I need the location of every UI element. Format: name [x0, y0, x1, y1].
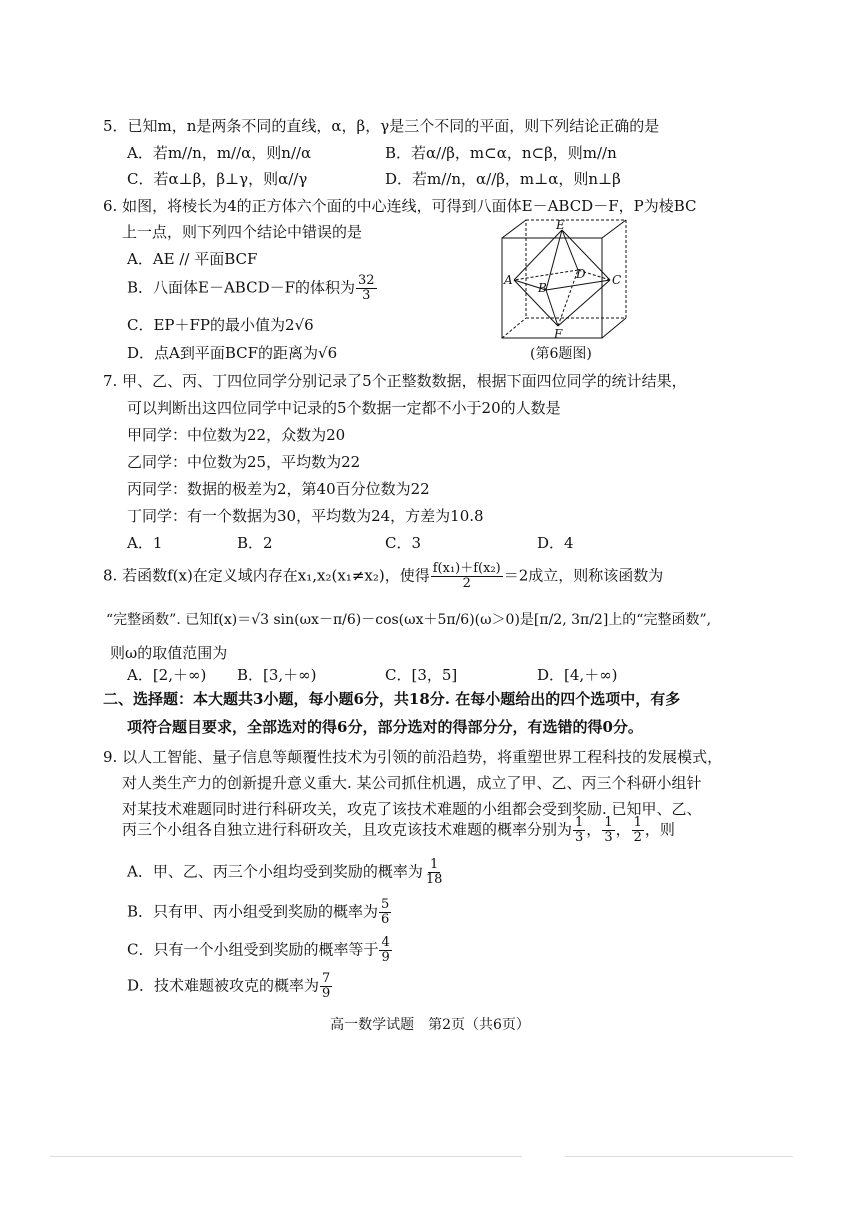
bottom-rule-right — [565, 1156, 793, 1157]
q6-option-b — [127, 274, 378, 303]
q5-stem: 5．已知m，n是两条不同的直线，α，β，γ是三个不同的平面，则下列结论正确的是 — [103, 117, 660, 135]
q9-option-d-text: D．技术难题被攻克的概率为 — [127, 976, 320, 995]
q8-average-fraction — [431, 562, 503, 591]
q8-option-a: A．[2,＋∞) — [127, 666, 207, 684]
q9-option-d — [127, 972, 333, 1001]
q7-option-c: C．3 — [385, 534, 422, 552]
q9-option-c-den: 9 — [381, 950, 390, 965]
q7-option-b: B．2 — [237, 534, 273, 552]
q8-stem-line1-b: ＝2成立，则称该函数为 — [503, 566, 664, 585]
edge-fb — [546, 290, 558, 326]
q9-stem-line4-text: 丙三个小组各自独立进行科研攻关，且攻克该技术难题的概率分别为 — [122, 820, 573, 839]
q7-student-jia: 甲同学：中位数为22，众数为20 — [127, 426, 346, 444]
q9-prob-jia-den: 3 — [575, 830, 584, 845]
q9-option-b-den: 6 — [381, 912, 390, 927]
q6-volume-fraction — [356, 274, 377, 303]
q9-prob-bing-den: 2 — [633, 830, 642, 845]
q9-option-b — [127, 898, 392, 927]
section2-heading-line1: 二、选择题：本大题共3小题，每小题6分，共18分. 在每小题给出的四个选项中，有多 — [103, 690, 681, 708]
cube-edge — [502, 220, 526, 238]
q7-stem-line2: 可以判断出这四位同学中记录的5个数据一定都不小于20的人数是 — [127, 399, 561, 417]
octahedron-figure — [498, 218, 638, 344]
q9-stem-line2: 对人类生产力的创新提升意义重大. 某公司抓住机遇，成立了甲、乙、丙三个科研小组针 — [122, 774, 702, 792]
q9-option-a-fraction — [424, 858, 445, 887]
q9-option-b-fraction — [379, 898, 391, 927]
q9-option-b-num: 5 — [381, 897, 390, 912]
q9-prob-bing-num: 1 — [633, 815, 642, 830]
q8-average-numerator: f(x₁)＋f(x₂) — [432, 561, 501, 576]
q9-stem-line4-end: ，则 — [644, 820, 675, 839]
q9-option-d-fraction — [320, 972, 332, 1001]
q6-option-d: D．点A到平面BCF的距离为√6 — [127, 344, 338, 362]
q9-option-b-text: B．只有甲、丙小组受到奖励的概率为 — [127, 902, 379, 921]
q9-option-c-fraction — [379, 936, 391, 965]
q5-option-a: A．若m//n，m//α，则n//α — [127, 144, 312, 162]
q9-option-c-num: 4 — [381, 935, 390, 950]
q8-stem-line3: 则ω的取值范围为 — [110, 644, 228, 662]
q6-volume-numerator: 32 — [358, 273, 375, 288]
q7-student-bing: 丙同学：数据的极差为2，第40百分位数为22 — [127, 480, 430, 498]
q5-option-c: C．若α⊥β，β⊥γ，则α//γ — [127, 170, 308, 188]
q9-prob-jia-num: 1 — [575, 815, 584, 830]
q9-option-a-num: 1 — [429, 857, 439, 872]
q7-student-yi: 乙同学：中位数为25，平均数为22 — [127, 453, 361, 471]
q9-prob-jia — [573, 816, 585, 845]
q6-option-c: C．EP＋FP的最小值为2√6 — [127, 316, 314, 334]
q9-prob-bing — [632, 816, 644, 845]
cube-edge — [602, 220, 626, 238]
q6-option-b-text: B．八面体E－ABCD－F的体积为 — [127, 278, 356, 297]
q8-option-c: C．[3，5] — [385, 666, 458, 684]
q7-option-a: A．1 — [127, 534, 163, 552]
q9-option-a — [127, 858, 445, 887]
q9-prob-yi-num: 1 — [604, 815, 613, 830]
q7-option-d: D．4 — [537, 534, 574, 552]
q6-stem-line2: 上一点，则下列四个结论中错误的是 — [122, 223, 363, 241]
q7-stem-line1: 7. 甲、乙、丙、丁四位同学分别记录了5个正整数数据，根据下面四位同学的统计结果， — [103, 372, 687, 390]
q8-stem-line2 — [106, 609, 711, 631]
edge-da — [514, 270, 578, 280]
q9-option-a-text: A．甲、乙、丙三个小组均受到奖励的概率为 — [127, 862, 423, 881]
q6-stem-line1: 6. 如图，将棱长为4的正方体六个面的中心连线，可得到八面体E－ABCD－F，P为棱BC — [103, 197, 697, 215]
q5-option-d: D．若m//n，α//β，m⊥α，则n⊥β — [385, 170, 621, 188]
section2-heading-line2: 项符合题目要求，全部选对的得6分，部分选对的得部分分，有选错的得0分。 — [127, 718, 643, 736]
cube-front-face — [502, 238, 602, 338]
label-a: A — [504, 273, 513, 287]
figure-caption: (第6题图) — [530, 346, 592, 362]
q9-option-d-num: 7 — [322, 971, 331, 986]
q8-stem-line1 — [103, 562, 663, 591]
label-e: E — [556, 218, 565, 232]
q8-option-b: B．[3,＋∞) — [237, 666, 317, 684]
q9-stem-line3: 对某技术难题同时进行科研攻关，攻克了该技术难题的小组都会受到奖励. 已知甲、乙、 — [122, 800, 702, 818]
q8-interval: [π/2, 3π/2] — [533, 612, 609, 628]
cube-edge-hidden — [502, 318, 526, 338]
q6-volume-denominator: 3 — [362, 288, 371, 303]
cube-edge — [602, 318, 626, 338]
q9-option-d-den: 9 — [322, 986, 331, 1001]
page-footer: 高一数学试题 第2页（共6页） — [330, 1017, 530, 1033]
q9-prob-yi-den: 3 — [604, 830, 613, 845]
q9-option-a-den: 18 — [425, 872, 443, 887]
q7-student-ding: 丁同学：有一个数据为30，平均数为24，方差为10.8 — [127, 507, 484, 525]
edge-ed — [562, 230, 578, 270]
q8-stem-line2-a: “完整函数”. 已知f(x)＝√3 sin(ωx－π/6)－cos(ωx＋5π/6)(ω＞0)是 — [106, 612, 534, 628]
label-f: F — [554, 327, 563, 341]
q9-option-c-text: C．只有一个小组受到奖励的概率等于 — [127, 940, 379, 959]
q9-prob-yi — [602, 816, 614, 845]
label-d: D — [576, 267, 586, 281]
q8-stem-line2-b: 上的“完整函数”, — [608, 612, 712, 628]
q9-option-c — [127, 936, 393, 965]
q8-stem-line1-a: 8. 若函数f(x)在定义域内存在x₁,x₂(x₁≠x₂)，使得 — [103, 566, 430, 585]
q6-option-a: A．AE // 平面BCF — [127, 250, 258, 268]
q8-average-denominator: 2 — [462, 576, 471, 591]
label-b: B — [538, 281, 547, 295]
label-c: C — [612, 273, 622, 287]
q5-option-b: B．若α//β，m⊂α，n⊂β，则m//n — [385, 144, 617, 162]
bottom-rule-left — [50, 1156, 522, 1157]
q8-option-d: D．[4,＋∞) — [537, 666, 618, 684]
q9-stem-line4: 丙三个小组各自独立进行科研攻关，且攻克该技术难题的概率分别为 $\frac{1}{3}$ ， $\frac{1}{3}$ ， $\frac{1}{2}$ ，则 — [122, 815, 675, 845]
q9-stem-line1: 9. 以人工智能、量子信息等颠覆性技术为引领的前沿趋势，将重塑世界工程科技的发展模式， — [103, 748, 723, 766]
